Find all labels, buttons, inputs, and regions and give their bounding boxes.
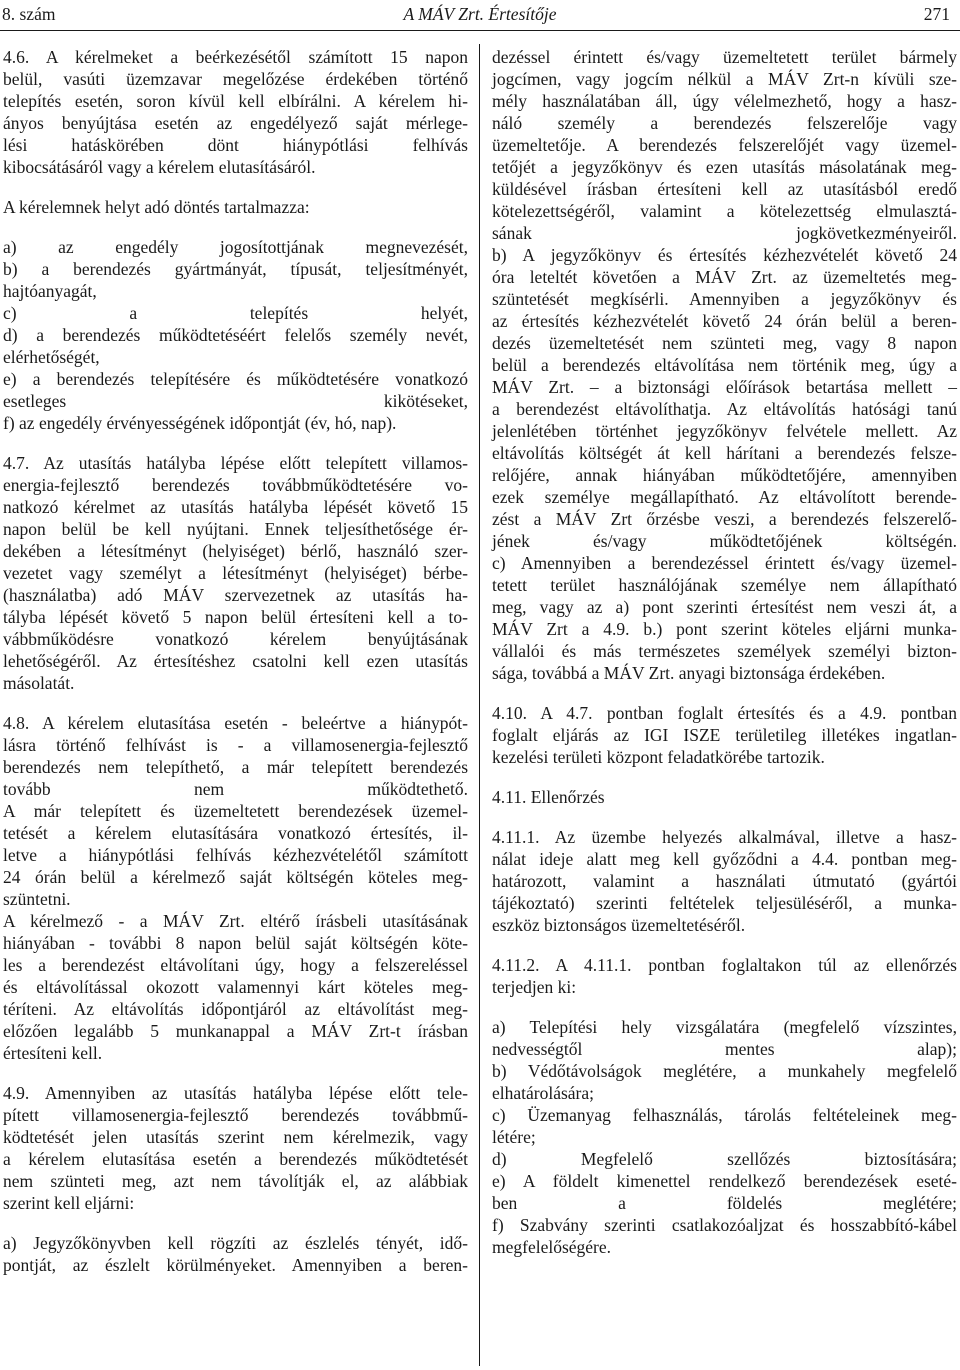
text-line: 4.11.1. Az üzembe helyezés alkalmával, illetve a hasz-	[492, 827, 957, 847]
text-line: a berendezést eltávolíthatja. Az eltávolítás hatósági tanú	[492, 399, 957, 419]
text-line: 4.8. A kérelem elutasítása esetén - beleértve a hiánypót-	[3, 713, 468, 733]
text-line: üzemeltetője. A berendezés felszerelőjét vagy üzemel-	[492, 135, 957, 155]
text-line: az értesítés kézhezvételét követő 24 órán belül a beren-	[492, 311, 957, 331]
text-line: 4.10. A 4.7. pontban foglalt értesítés és a 4.9. pontban	[492, 703, 957, 723]
text-line: óra leteltét követően a MÁV Zrt. az üzemeltetés meg-	[492, 267, 957, 287]
text-line: e) a berendezés telepítésére és működtetésére vonatkozó	[3, 369, 468, 389]
text-line: ben a földelés meglétére;	[492, 1193, 957, 1213]
text-line: ezek személye megállapítható. Az eltávolított berende-	[492, 487, 957, 507]
text-line: dezéssel érintett és/vagy üzemeltetett terület bármely	[492, 47, 957, 67]
paragraph	[3, 1082, 468, 1214]
text-line: eltávolítás költségét át kell hárítani a berendezés felsze-	[492, 443, 957, 463]
text-line: mély használatában áll, úgy vélelmezhető, hogy a hasz-	[492, 91, 957, 111]
paragraph-gap	[3, 434, 468, 452]
paragraph-gap	[492, 998, 957, 1016]
paragraph-gap	[492, 768, 957, 786]
text-line: lásra történő felhívást is - a villamosenergia-fejlesztő	[3, 735, 468, 755]
text-line: sága, továbbá a MÁV Zrt. anyagi biztonsága érdekében.	[492, 663, 886, 683]
text-line: 4.6. A kérelmeket a beérkezésétől számított 15 napon	[3, 47, 468, 67]
text-line: tetését a kérelem elutasítására vonatkozó értesítés, il-	[3, 823, 468, 843]
paragraph	[492, 46, 957, 684]
text-line: belül a berendezés eltávolítása nem történik meg, úgy a	[492, 355, 957, 375]
text-line: b) a berendezés gyártmányát, típusát, teljesítményét,	[3, 259, 468, 279]
text-line: jelenlétében történhet jegyzőkönyv felvétele mellett. Az	[492, 421, 957, 441]
paragraph-gap	[3, 1214, 468, 1232]
text-line: másolatát.	[3, 673, 75, 693]
text-line: f) az engedély érvényességének időpontját (év, hó, nap).	[3, 413, 397, 433]
text-line: 4.9. Amennyiben az utasítás hatályba lépése előtt tele-	[3, 1083, 468, 1103]
text-line: pontját, az észlelt körülményeket. Amennyiben a beren-	[3, 1255, 468, 1275]
text-line: szüntetni.	[3, 889, 71, 909]
paragraph-gap	[492, 684, 957, 702]
paragraph-gap	[3, 178, 468, 196]
text-line: kezelési területi központ feladatkörébe tartozik.	[492, 747, 825, 767]
issue-number: 8. szám	[2, 4, 56, 24]
text-line: d) Megfelelő szellőzés biztosítására;	[492, 1149, 957, 1169]
text-line: meg, vagy az a) pont szerinti értesítést nem veszi át, a	[492, 597, 957, 617]
text-line: jogcímen, vagy jogcím nélkül a MÁV Zrt-n kívüli sze-	[492, 69, 957, 89]
text-line: energia-fejlesztő berendezés továbbműködtetésére vo-	[3, 475, 468, 495]
text-line: tovább nem működtethető.	[3, 779, 468, 799]
text-line: terjedjen ki:	[492, 977, 577, 997]
text-line: letve a hiánypótlási felhívás kézhezvételétől számított	[3, 845, 468, 865]
text-line: előzően legalább 5 munkanappal a MÁV Zrt-t írásban	[3, 1021, 468, 1041]
text-line: a kérelem elutasítása esetén a berendezés működtetését	[3, 1149, 468, 1169]
text-line: ködtetését jelen utasítás szerint nem kérelmezik, vagy	[3, 1127, 468, 1147]
paragraph	[3, 1232, 468, 1276]
text-line: tályba lépését követő 5 napon belül értesíteni kell a to-	[3, 607, 468, 627]
text-line: elhatárolására;	[492, 1083, 595, 1103]
paragraph-gap	[492, 808, 957, 826]
text-line: relőjére, annak hiányában működtetőjére, amennyiben	[492, 465, 957, 485]
text-line: MÁV Zrt a 4.9. b.) pont szerint köteles eljárni munka-	[492, 619, 957, 639]
text-line: c) Amennyiben a berendezéssel érintett és/vagy üzemel-	[492, 553, 957, 573]
text-line: A kérelmező - a MÁV Zrt. eltérő írásbeli utasításának	[3, 911, 468, 931]
paragraph	[3, 196, 468, 218]
text-line: berendezés nem telepíthető, a már telepített berendezés	[3, 757, 468, 777]
text-line: c) a telepítés helyét,	[3, 303, 468, 323]
text-line: (használatba) adó MÁV szervezetnek az utasítás ha-	[3, 585, 468, 605]
text-line: telepítés esetén, soron kívül kell elbírálni. A kérelem hi-	[3, 91, 468, 111]
text-line: natkozó kérelmet az utasítás hatályba lépését követő 15	[3, 497, 468, 517]
text-line: nem szünteti meg, azt nem távolítják el, az alábbiak	[3, 1171, 468, 1191]
text-line: pített villamosenergia-fejlesztő berendezés továbbmű-	[3, 1105, 468, 1125]
text-line: szerint kell eljárni:	[3, 1193, 135, 1213]
paragraph	[492, 826, 957, 936]
right-column	[492, 46, 957, 1258]
text-line: ányos benyújtása esetén az engedélyező saját mérlege-	[3, 113, 468, 133]
paragraph	[3, 46, 468, 178]
text-line: vezetet vagy személyt a létesítményt (helyiséget) bérbe-	[3, 563, 468, 583]
paragraph-gap	[3, 218, 468, 236]
text-line: elérhetőségét,	[3, 347, 100, 367]
text-line: A már telepített és üzemeltetett berendezések üzemel-	[3, 801, 468, 821]
text-line: lehetőségéről. Az értesítéshez csatolni kell ezen utasítás	[3, 651, 468, 671]
text-line: küldésével írásban értesíteni kell az utasításból eredő	[492, 179, 957, 199]
text-line: foglalt eljárás az IGI ISZE területileg illetékes ingatlan-	[492, 725, 957, 745]
text-line: 4.7. Az utasítás hatályba lépése előtt telepített villamos-	[3, 453, 468, 473]
column-divider	[479, 44, 480, 1366]
text-line: b) A jegyzőkönyv és értesítés kézhezvételét követő 24	[492, 245, 957, 265]
text-line: 24 órán belül a kérelmező saját költségén köteles meg-	[3, 867, 468, 887]
text-line: tájékoztató) szerinti feltételek teljesüléséről, a munka-	[492, 893, 957, 913]
text-line: náló személy a berendezés felszerelője vagy	[492, 113, 957, 133]
text-line: a) Jegyzőkönyvben kell rögzíti az észlelés tényét, idő-	[3, 1233, 468, 1253]
publication-title: A MÁV Zrt. Értesítője	[403, 4, 557, 24]
text-line: és eltávolítással okozott valamennyi kárt köteles meg-	[3, 977, 468, 997]
text-line: értesíteni kell.	[3, 1043, 103, 1063]
text-line: 4.11. Ellenőrzés	[492, 787, 605, 807]
left-column	[3, 46, 468, 1276]
text-line: 4.11.2. A 4.11.1. pontban foglaltakon túl az ellenőrzés	[492, 955, 957, 975]
paragraph	[3, 452, 468, 694]
paragraph	[3, 236, 468, 434]
text-line: jének és/vagy működtetőjének költségén.	[492, 531, 957, 551]
text-line: zést a MÁV Zrt őrzésbe veszi, a berendezés felszerelő-	[492, 509, 957, 529]
text-line: hajtóanyagát,	[3, 281, 97, 301]
text-line: d) a berendezés működtetéséért felelős személy nevét,	[3, 325, 468, 345]
text-line: belül, vasúti üzemzavar megelőzése érdekében történő	[3, 69, 468, 89]
text-line: kötelezettségéről, valamint a kötelezettség elmulasztá-	[492, 201, 957, 221]
text-line: hiányában - további 8 napon belül saját költségén köte-	[3, 933, 468, 953]
paragraph	[492, 1016, 957, 1258]
paragraph-gap	[3, 694, 468, 712]
text-line: A kérelemnek helyt adó döntés tartalmazza:	[3, 197, 310, 217]
paragraph-gap	[3, 1064, 468, 1082]
paragraph	[492, 786, 957, 808]
text-line: létére;	[492, 1127, 536, 1147]
text-line: nedvességtől mentes alap);	[492, 1039, 957, 1059]
text-line: szüntetését megkísérli. Amennyiben a jegyzőkönyv és	[492, 289, 957, 309]
text-line: tetett terület használójának személye nem állapítható	[492, 575, 957, 595]
text-line: téríteni. Az eltávolítás időpontjáról az eltávolítást meg-	[3, 999, 468, 1019]
paragraph	[492, 954, 957, 998]
text-line: sának jogkövetkezményeiről.	[492, 223, 957, 243]
header-rule	[0, 30, 960, 31]
text-line: MÁV Zrt. – a biztonsági előírások betartása mellett –	[492, 377, 957, 397]
page-number: 271	[923, 4, 950, 24]
text-line: e) A földelt kimenettel rendelkező berendezések eseté-	[492, 1171, 957, 1191]
text-line: les a berendezést eltávolítani úgy, hogy a felszereléssel	[3, 955, 468, 975]
paragraph-gap	[492, 936, 957, 954]
text-line: a) Telepítési hely vizsgálatára (megfelelő vízszintes,	[492, 1017, 957, 1037]
text-line: lési hatáskörében dönt hiánypótlási felhívás	[3, 135, 468, 155]
text-line: vállalói és más természetes személyek személyi bizton-	[492, 641, 957, 661]
text-line: megfelelőségére.	[492, 1237, 612, 1257]
text-line: napon belül be kell nyújtani. Ennek teljesíthetősége ér-	[3, 519, 468, 539]
paragraph	[492, 702, 957, 768]
text-line: tetőjét a jegyzőkönyv és ezen utasítás másolatának meg-	[492, 157, 957, 177]
text-line: nálat ideje alatt meg kell győződni a 4.4. pontban meg-	[492, 849, 957, 869]
text-line: határozott, valamint a használati útmutató (gyártói	[492, 871, 957, 891]
text-line: f) Szabvány szerinti csatlakozóaljzat és hosszabbító-kábel	[492, 1215, 957, 1235]
text-line: b) Védőtávolságok meglétére, a munkahely megfelelő	[492, 1061, 957, 1081]
text-line: dezés üzemeltetését nem szünteti meg, vagy 8 napon	[492, 333, 957, 353]
paragraph	[3, 712, 468, 1064]
text-line: esetleges kikötéseket,	[3, 391, 468, 411]
text-line: kibocsátásáról vagy a kérelem elutasításáról.	[3, 157, 316, 177]
text-line: a) az engedély jogosítottjának megnevezését,	[3, 237, 468, 257]
text-line: dekében a létesítményt (helyiséget) bérlő, használó szer-	[3, 541, 468, 561]
text-line: eszköz biztonságos üzemeltetéséről.	[492, 915, 746, 935]
text-line: vábbműködésre vonatkozó kérelem benyújtásának	[3, 629, 468, 649]
text-line: c) Üzemanyag felhasználás, tárolás feltételeinek meg-	[492, 1105, 957, 1125]
